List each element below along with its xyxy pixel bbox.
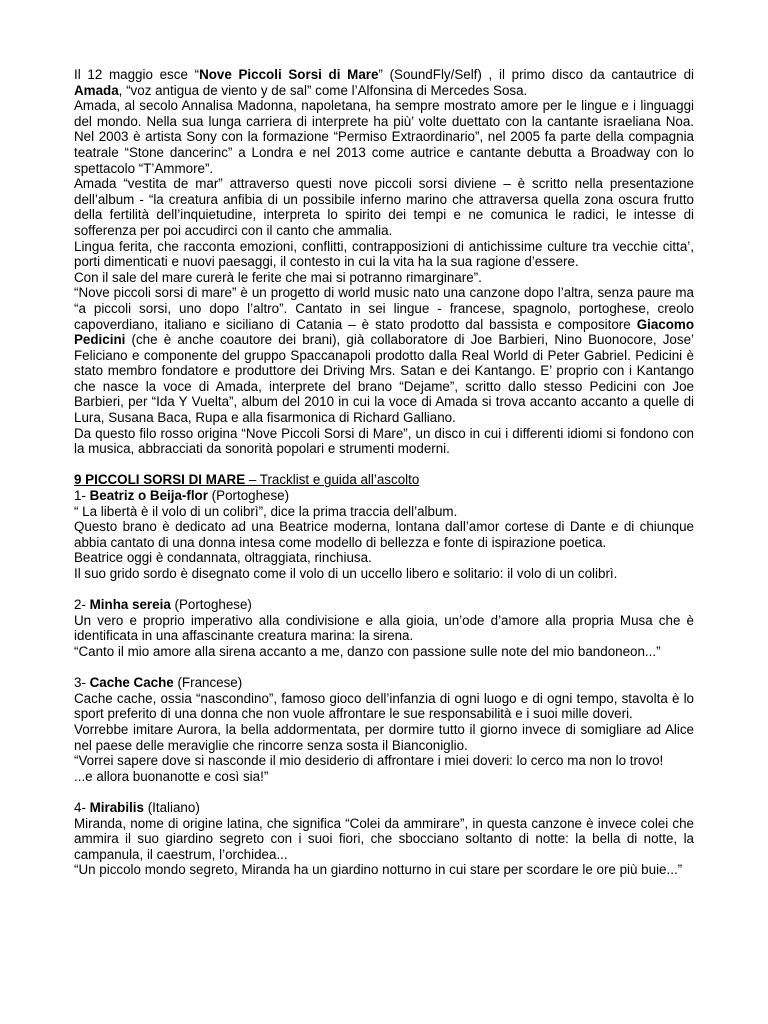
- intro-paragraph-project: “Nove piccoli sorsi di mare” è un progetto di world music nato una canzone dopo l’altra, senza paure ma “a piccoli sorsi, uno dopo l’altro”. Cantato in sei lingue - francese, spagnolo, portoghese, creolo capoverdiano, italiano e siciliano di Catania – è stato prodotto dal bassista e compositore Giacomo Pedicini (che è anche coautore dei brani), già collaboratore di Joe Barbieri, Nino Buonocore, Jose’ Feliciano e componente del gruppo Spaccanapoli prodotto dalla Real World di Peter Gabriel. Pedicini è stato membro fondatore e produttore dei Driving Mrs. Satan e dei Kantango. E’ proprio con i Kantango che nasce la voce di Amada, interprete del brano “Dejame”, scritto dallo stesso Pedicini con Joe Barbieri, per “Ida Y Vuelta”, album del 2010 in cui la voce di Amada si trova accanto accanto a quelle di Lura, Susana Baca, Rupa e alla fisarmonica di Richard Galliano.: [74, 285, 694, 426]
- intro-paragraph-presentation: Amada “vestita de mar” attraverso questi nove piccoli sorsi diviene – è scritto nella presentazione dell’album - “la creatura anfibia di un possibile inferno marino che attraversa quella zona oscura frutto della fertilità dell’inquietudine, interpreta lo spirito dei tempi e ne comunica le radici, le intesse di sofferenza per poi accudirci con il canto che ammalia.: [74, 176, 694, 238]
- track-heading: 1- Beatriz o Beija-flor (Portoghese): [74, 488, 290, 504]
- artist-name: Amada: [74, 82, 119, 98]
- track-title: Mirabilis: [89, 799, 144, 815]
- track-heading: 4- Mirabilis (Italiano): [74, 799, 200, 815]
- spacer: [74, 660, 694, 676]
- intro-paragraph-release: Il 12 maggio esce “Nove Piccoli Sorsi di Mare” (SoundFly/Self) , il primo disco da cantautrice di Amada, “voz antigua de viento y de sal” come l’Alfonsina di Mercedes Sosa.: [74, 67, 694, 98]
- tracklist-heading: 9 PICCOLI SORSI DI MARE – Tracklist e guida all’ascolto: [74, 472, 420, 488]
- track-title: Minha sereia: [89, 597, 171, 613]
- intro-paragraph-bio: Amada, al secolo Annalisa Madonna, napoletana, ha sempre mostrato amore per le lingue e i linguaggi del mondo. Nella sua lunga carriera di interprete ha più’ volte duettato con la cantante israeliana Noa. Nel 2003 è artista Sony con la formazione “Permiso Extraordinario”, nel 2005 fa parte della compagnia teatrale “Stone dancerinc” a Londra e nel 2013 come autrice e cantante debutta a Broadway con lo spettacolo “T’Ammore”.: [74, 98, 694, 176]
- track-text: Vorrebbe imitare Aurora, la bella addormentata, per dormire tutto il giorno invece di somigliare ad Alice nel paese delle meraviglie che rincorre senza sosta il Bianconiglio.: [74, 721, 694, 753]
- track-text: Beatrice oggi è condannata, oltraggiata, rinchiusa.: [74, 550, 372, 566]
- track-text: “Canto il mio amore alla sirena accanto a me, danzo con passione sulle note del mio bandoneon...”: [74, 643, 661, 659]
- album-title: Nove Piccoli Sorsi di Mare: [199, 67, 379, 82]
- track-heading: 3- Cache Cache (Francese): [74, 675, 243, 691]
- track-text: Il suo grido sordo è disegnato come il volo di un uccello libero e solitario: il volo di un colibrì.: [74, 566, 618, 581]
- document-page: [74, 67, 694, 878]
- track-heading: 2- Minha sereia (Portoghese): [74, 597, 252, 613]
- intro-paragraph-salt: Con il sale del mare curerà le ferite che mai si potranno rimarginare”.: [74, 269, 482, 285]
- track-text: ...e allora buonanotte e così sia!”: [74, 768, 269, 784]
- intro-paragraph-closing: Da questo filo rosso origina “Nove Piccoli Sorsi di Mare”, un disco in cui i differenti idiomi si fondono con la musica, abbracciati da sonorità popolari e strumenti moderni.: [74, 425, 694, 457]
- spacer: [74, 457, 694, 473]
- track-text: “Un piccolo mondo segreto, Miranda ha un giardino notturno in cui stare per scordare le ore più buie...”: [74, 862, 683, 878]
- track-title: Cache Cache: [89, 675, 174, 691]
- track-text: Questo brano è dedicato ad una Beatrice moderna, lontana dall’amor cortese di Dante e di chiunque abbia cantato di una donna intesa come modello di bellezza e fonte di ispirazione poetica.: [74, 519, 694, 550]
- track-title: Beatriz o Beija-flor: [89, 488, 208, 504]
- track-text: Un vero e proprio imperativo alla condivisione e alla gioia, un’ode d’amore alla propria Musa che è identificata in una affascinante creatura marina: la sirena.: [74, 612, 694, 644]
- spacer: [74, 784, 694, 800]
- track-text: “Vorrei sapere dove si nasconde il mio desiderio di affrontare i miei doveri: lo cerco ma non lo trovo!: [74, 753, 664, 769]
- intro-paragraph-language: Lingua ferita, che racconta emozioni, conflitti, contrapposizioni di antichissime culture tra vecchie citta’, porti dimenticati e nuovi paesaggi, il contesto in cui la vita ha la sua ragione d’essere.: [74, 238, 694, 270]
- spacer: [74, 582, 694, 598]
- track-text: “ La libertà è il volo di un colibrì”, dice la prima traccia dell’album.: [74, 503, 458, 519]
- producer-name: Giacomo Pedicini: [74, 316, 694, 348]
- track-text: Miranda, nome di origine latina, che significa “Colei da ammirare”, in questa canzone è invece colei che ammira il suo giardino segreto con i suoi fiori, che sbocciano soltanto di notte: la bella di notte, la campanula, il caestrum, l’orchidea...: [74, 815, 694, 862]
- track-text: Cache cache, ossia “nascondino”, famoso gioco dell’infanzia di ogni luogo e di ogni tempo, stavolta è lo sport preferito di una donna che non vuole affrontare le sue responsabilità e i suoi mille doveri.: [74, 690, 694, 722]
